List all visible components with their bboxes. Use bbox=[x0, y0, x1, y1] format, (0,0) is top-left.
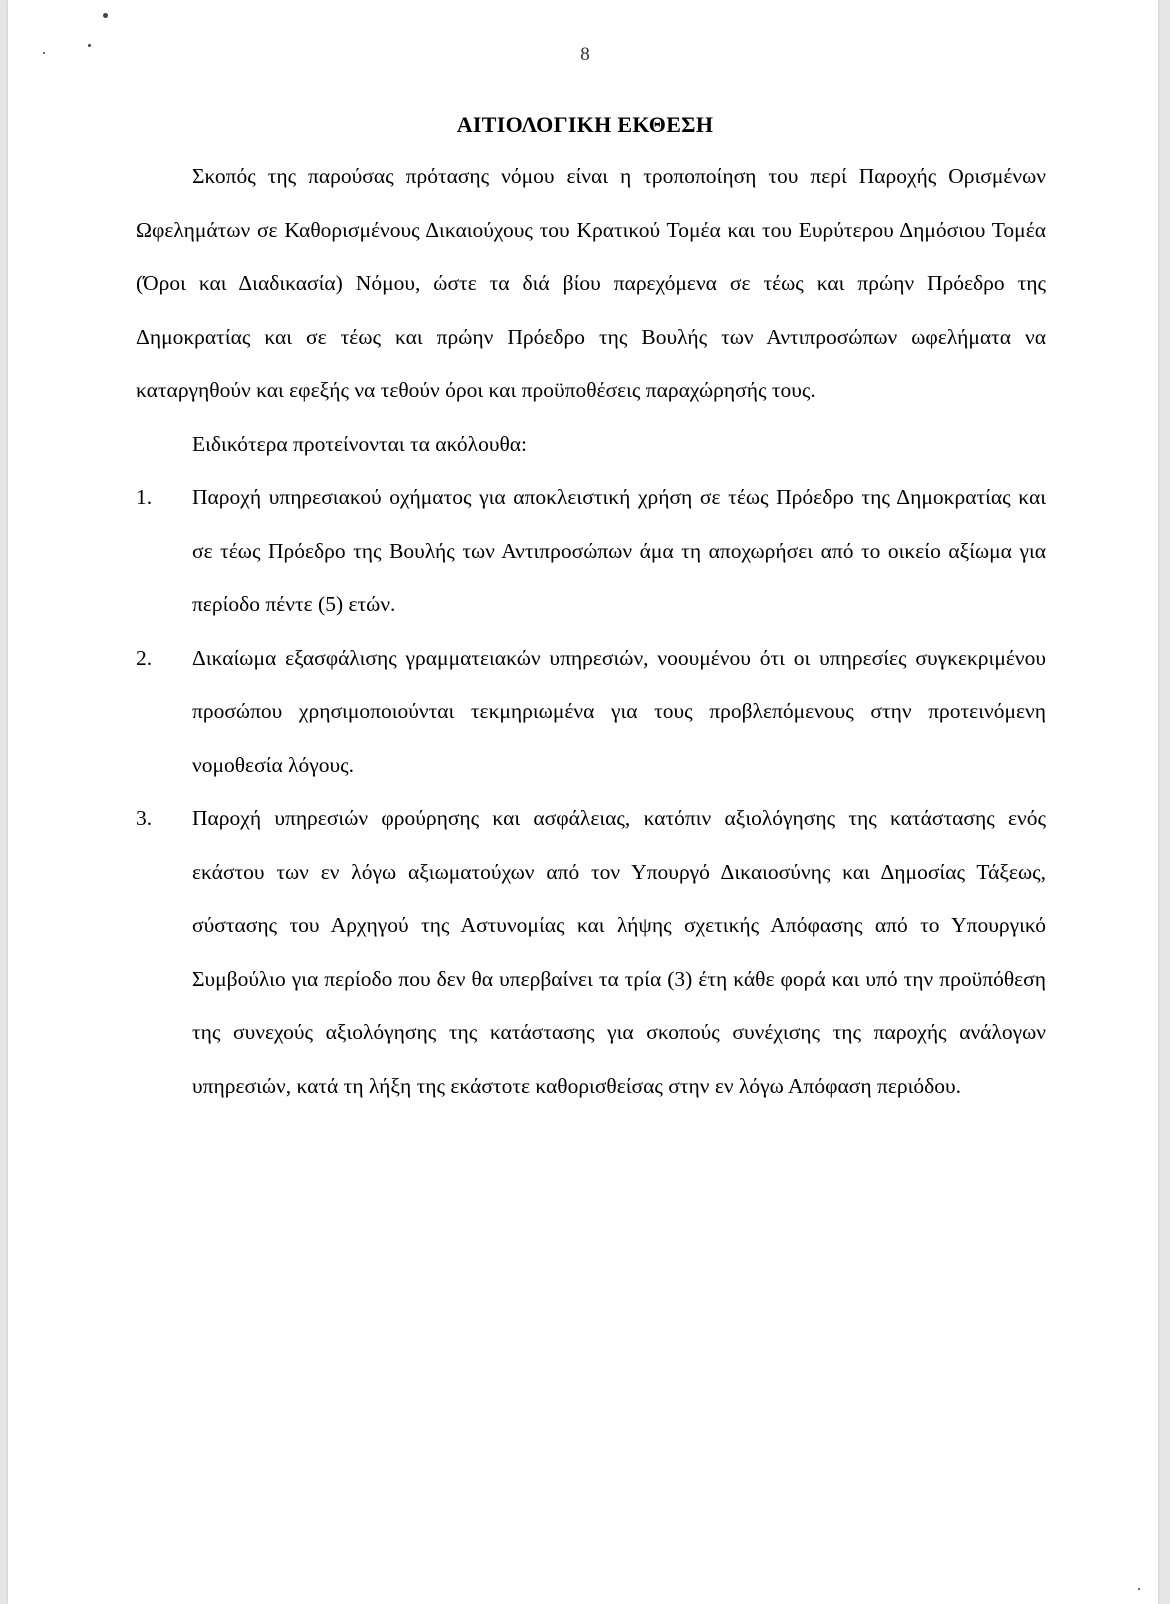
list-item-number: 1. bbox=[136, 485, 153, 509]
scan-speck bbox=[1138, 1588, 1140, 1590]
page-number: 8 bbox=[580, 44, 590, 65]
list-item-text: Παροχή υπηρεσιών φρούρησης και ασφάλειας, κατόπιν αξιολόγησης της κατάστασης ενός εκάστου των εν λόγω αξιωματούχων από τον Υπουργό Δικαιοσύνης και Δημοσίας Τάξεως, σύστασης του Αρχηγού της Αστυνομίας και λήψης σχετικής Απόφασης από το Υπουργικό Συμβούλιο για περίοδο που δεν θα υπερβαίνει τα τρία (3) έτη κάθε φορά και υπό την προϋπόθεση της συνεχούς αξιολόγησης της κατάστασης για σκοπούς συνέχισης της παροχής ανάλογων υπηρεσιών, κατά τη λήξη της εκάστοτε καθορισθείσας στην εν λόγω Απόφαση περιόδου. bbox=[192, 806, 1046, 1098]
list-item bbox=[136, 632, 1046, 793]
list-item-number: 2. bbox=[136, 645, 153, 670]
list-lead-in: Ειδικότερα προτείνονται τα ακόλουθα: bbox=[192, 431, 528, 456]
list-item-text: Δικαίωμα εξασφάλισης γραμματειακών υπηρεσιών, νοουμένου ότι οι υπηρεσίες συγκεκριμένου προσώπου χρησιμοποιούνται τεκμηριωμένα για τους προβλεπόμενους στην προτεινόμενη νομοθεσία λόγους. bbox=[192, 645, 1046, 777]
scan-speck bbox=[103, 13, 108, 18]
intro-paragraph: Σκοπός της παρούσας πρότασης νόμου είναι η τροποποίηση του περί Παροχής Ορισμένων Ωφελημάτων σε Καθορισμένους Δικαιούχους του Κρατικού Τομέα και του Ευρύτερου Δημόσιου Τομέα (Όροι και Διαδικασία) Νόμου, ώστε τα διά βίου παρεχόμενα σε τέως και πρώην Πρόεδρο της Δημοκρατίας και σε τέως και πρώην Πρόεδρο της Βουλής των Αντιπροσώπων ωφελήματα να καταργηθούν και εφεξής να τεθούν όροι και προϋποθέσεις παραχώρησής τους. bbox=[136, 164, 1046, 402]
list-item-number: 3. bbox=[136, 806, 153, 830]
list-item bbox=[136, 792, 1046, 1113]
list-item bbox=[136, 471, 1046, 632]
list-item-text: Παροχή υπηρεσιακού οχήματος για αποκλειστική χρήση σε τέως Πρόεδρο της Δημοκρατίας και σε τέως Πρόεδρο της Βουλής των Αντιπροσώπων άμα τη αποχωρήσει από το οικείο αξίωμα για περίοδο πέντε (5) ετών. bbox=[192, 485, 1046, 616]
document-body bbox=[136, 150, 1046, 1113]
document-title: ΑΙΤΙΟΛΟΓΙΚΗ ΕΚΘΕΣΗ bbox=[456, 112, 714, 137]
